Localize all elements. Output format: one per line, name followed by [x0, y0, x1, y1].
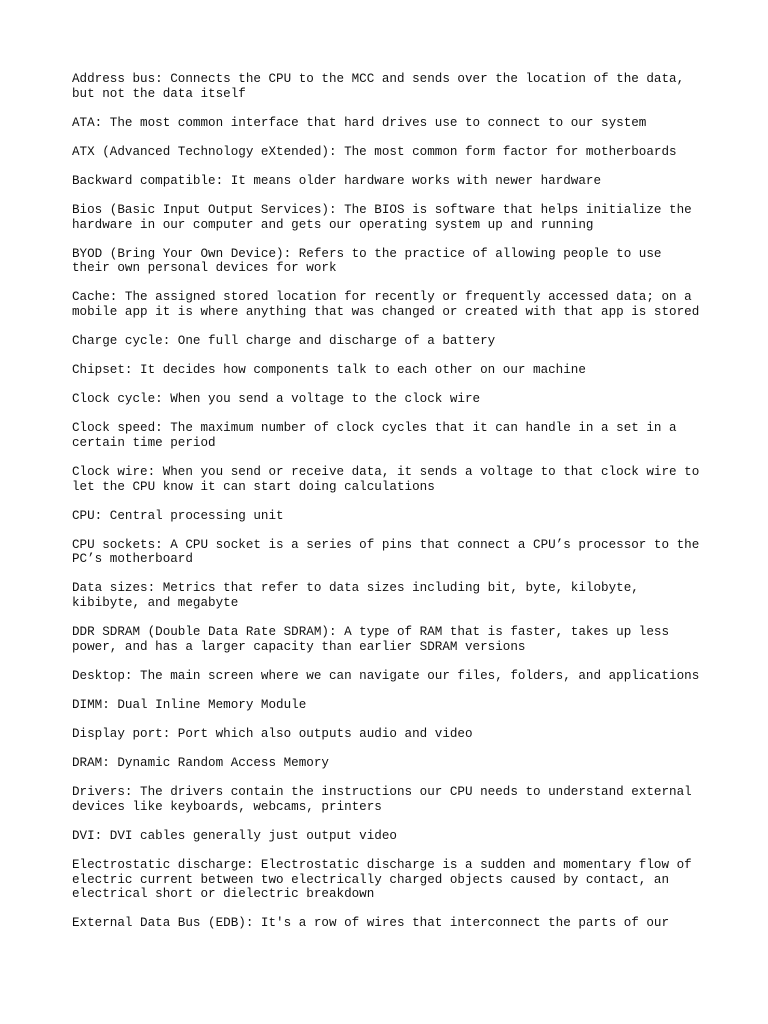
glossary-entry: Desktop: The main screen where we can navigate our files, folders, and applications: [72, 668, 700, 683]
glossary-entry: Electrostatic discharge: Electrostatic discharge is a sudden and momentary flow of electric current between two electrically charged objects caused by contact, an electrical short or dielectric breakdown: [72, 858, 692, 902]
glossary-entry: Cache: The assigned stored location for recently or frequently accessed data; on a mobile app it is where anything that was changed or created with that app is stored: [72, 290, 700, 319]
glossary-entry: Drivers: The drivers contain the instructions our CPU needs to understand external devices like keyboards, webcams, printers: [72, 785, 692, 814]
glossary-entry: DRAM: Dynamic Random Access Memory: [72, 756, 329, 771]
glossary-entry: DVI: DVI cables generally just output video: [72, 828, 397, 843]
glossary-entry: Display port: Port which also outputs audio and video: [72, 727, 473, 742]
glossary-entry: ATX (Advanced Technology eXtended): The most common form factor for motherboards: [72, 144, 677, 159]
glossary-entry: ATA: The most common interface that hard drives use to connect to our system: [72, 115, 647, 130]
glossary-entry: DDR SDRAM (Double Data Rate SDRAM): A type of RAM that is faster, takes up less power, and has a larger capacity than earlier SDRAM versions: [72, 625, 670, 654]
glossary-entry: Chipset: It decides how components talk to each other on our machine: [72, 363, 586, 378]
glossary-entry: CPU: Central processing unit: [72, 508, 284, 523]
glossary-entry: Data sizes: Metrics that refer to data sizes including bit, byte, kilobyte, kibibyte, and megabyte: [72, 581, 639, 611]
glossary-entry: CPU sockets: A CPU socket is a series of pins that connect a CPU’s processor to the PC’s motherboard: [72, 537, 700, 567]
glossary-entry: DIMM: Dual Inline Memory Module: [72, 697, 307, 712]
glossary-entry: Clock cycle: When you send a voltage to the clock wire: [72, 392, 481, 407]
glossary-entry: Address bus: Connects the CPU to the MCC and sends over the location of the data, but not the data itself: [72, 72, 685, 101]
glossary-entry: Clock wire: When you send or receive data, it sends a voltage to that clock wire to let the CPU know it can start doing calculations: [72, 465, 700, 494]
glossary-entry: Backward compatible: It means older hardware works with newer hardware: [72, 173, 602, 188]
glossary-entry: Charge cycle: One full charge and discharge of a battery: [72, 334, 496, 349]
glossary-entry: External Data Bus (EDB): It's a row of wires that interconnect the parts of our: [72, 916, 670, 931]
glossary-entry: BYOD (Bring Your Own Device): Refers to the practice of allowing people to use their own personal devices for work: [72, 246, 662, 276]
glossary-entry: Bios (Basic Input Output Services): The BIOS is software that helps initialize the hardware in our computer and gets our operating system up and running: [72, 202, 692, 232]
glossary-entry: Clock speed: The maximum number of clock cycles that it can handle in a set in a certain time period: [72, 421, 677, 450]
